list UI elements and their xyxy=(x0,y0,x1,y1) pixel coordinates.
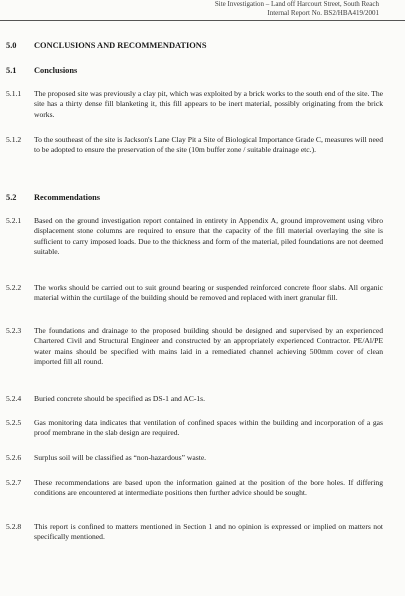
paragraph-number: 5.1.2 xyxy=(6,135,22,144)
paragraph-text: Based on the ground investigation report contained in entirety in Appendix A, ground improvement using vibro displacement stone columns are required to ensure that the capacity of the fill material overlaying the site is sufficient to carry imposed loads. Due to the thickness and form of the material, piled foundations are not deemed suitable. xyxy=(34,216,383,257)
paragraph-text: The works should be carried out to suit ground bearing or suspended reinforced concrete floor slabs. All organic material within the curtilage of the building should be removed and replaced with inert granular fill. xyxy=(34,283,383,303)
section-number: 5.1 xyxy=(6,66,17,75)
section-title: Conclusions xyxy=(34,66,78,75)
paragraph-text: To the southeast of the site is Jackson's Lane Clay Pit a Site of Biological Importance Grade C, measures will need to be adopted to ensure the preservation of the site (10m buffer zone / suitable drainage etc.). xyxy=(34,135,383,155)
running-header xyxy=(139,0,379,18)
paragraph-text: These recommendations are based upon the information gained at the position of the bore holes. If differing conditions are encountered at intermediate positions then further advice should be sought. xyxy=(34,478,383,498)
header-report-number: Internal Report No. BS2/HBA419/2001 xyxy=(267,9,379,17)
paragraph-text: The proposed site was previously a clay pit, which was exploited by a brick works to the south end of the site. The site has a thirty dense fill blanketing it, this fill appears to be inert material, possibly originating from the brick works. xyxy=(34,89,383,119)
paragraph-text: Buried concrete should be specified as DS-1 and AC-1s. xyxy=(34,394,206,403)
header-rule xyxy=(0,20,405,21)
paragraph-number: 5.2.3 xyxy=(6,326,22,335)
section-number: 5.2 xyxy=(6,193,17,202)
paragraph-number: 5.2.6 xyxy=(6,453,22,462)
paragraph-number: 5.2.5 xyxy=(6,418,22,427)
paragraph-number: 5.2.1 xyxy=(6,216,22,225)
section-number: 5.0 xyxy=(6,41,17,50)
paragraph-text: Gas monitoring data indicates that ventilation of confined spaces within the building and incorporation of a gas proof membrane in the slab design are required. xyxy=(34,418,383,438)
paragraph-number: 5.2.4 xyxy=(6,394,22,403)
paragraph-number: 5.2.8 xyxy=(6,522,22,531)
paragraph-text: This report is confined to matters mentioned in Section 1 and no opinion is expressed or implied on matters not specifically mentioned. xyxy=(34,522,383,542)
paragraph-number: 5.2.2 xyxy=(6,283,22,292)
section-title: Recommendations xyxy=(34,193,101,202)
paragraph-number: 5.2.7 xyxy=(6,478,22,487)
paragraph-text: Surplus soil will be classified as “non-hazardous” waste. xyxy=(34,453,207,462)
paragraph-number: 5.1.1 xyxy=(6,89,22,98)
section-title: CONCLUSIONS AND RECOMMENDATIONS xyxy=(34,41,207,50)
header-site-title: Site Investigation – Land off Harcourt Street, South Reach xyxy=(214,0,379,8)
paragraph-text: The foundations and drainage to the proposed building should be designed and supervised by an experienced Chartered Civil and Structural Engineer and constructed by an appropriately experienced Contractor. PE/Al/PE water mains should be specified with mains laid in a remediated channel achieving 500mm cover of clean imported fill all round. xyxy=(34,326,383,367)
